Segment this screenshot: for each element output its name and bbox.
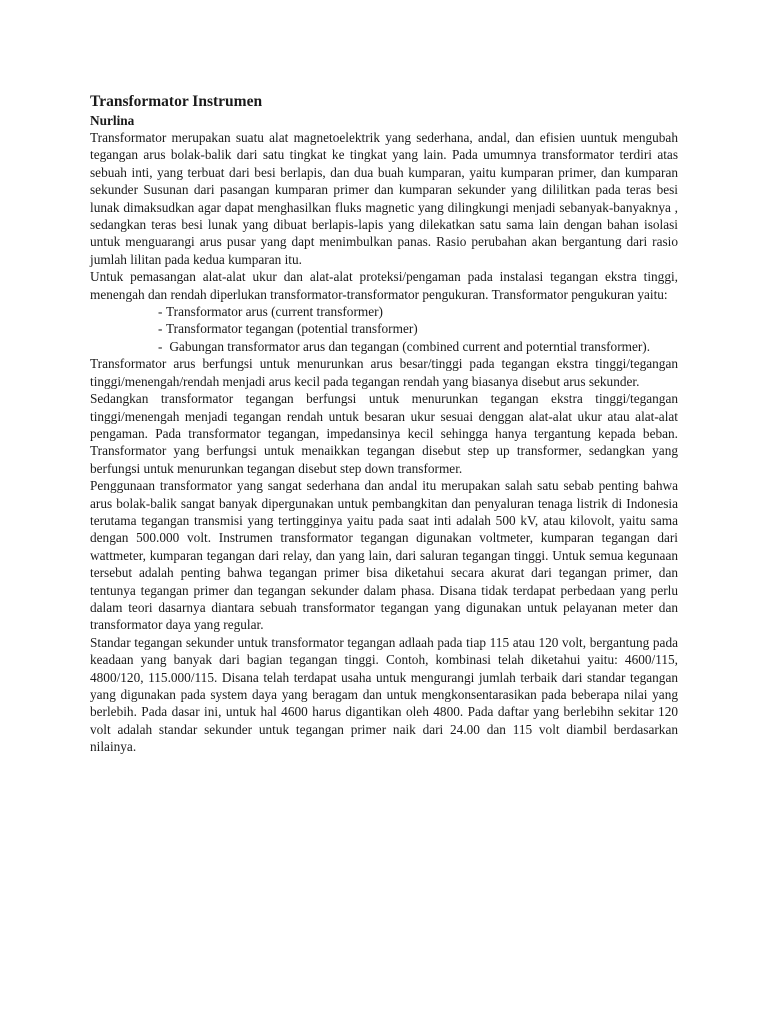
- paragraph-voltage-transformer: Sedangkan transformator tegangan berfungsi untuk menurunkan tegangan ekstra tinggi/tegangan tinggi/menengah menjadi tegangan rendah untuk besaran ukur sesuai denggan alat-alat ukur atau alat-alat pengaman. Pada transformator tegangan, impedansinya kecil sehingga hanya tergantung kepada beban. Transformator yang berfungsi untuk menaikkan tegangan disebut step up transformer, sedangkan yang berfungsi untuk menurunkan tegangan disebut step down transformer.: [90, 391, 678, 476]
- list-dash: -: [158, 304, 163, 320]
- paragraph-standard-voltage: Standar tegangan sekunder untuk transformator tegangan adlaah pada tiap 115 atau 120 volt, bergantung pada keadaan yang banyak dari bagian tegangan tinggi. Contoh, kombinasi telah diketahui yaitu: 4600/115, 4800/120, 115.000/115. Disana telah terdapat usaha untuk mengurangi jumlah terbaik dari standar tegangan yang digunakan pada system daya yang beragam dan untuk mengkonsentarasikan pada beberapa nilai yang berlebih. Pada dasar ini, untuk hal 4600 harus digantikan oleh 4800. Pada daftar yang berlebihn sekitar 120 volt adalah standar sekunder untuk tegangan primer naik dari 24.00 dan 115 volt diambil berdasarkan nilainya.: [90, 634, 678, 755]
- list-item: [158, 303, 678, 320]
- list-item-text: Gabungan transformator arus dan tegangan (combined current and poterntial transformer).: [166, 338, 651, 354]
- document-body: [90, 92, 678, 756]
- paragraph-instrument-types: Untuk pemasangan alat-alat ukur dan alat-alat proteksi/pengaman pada instalasi tegangan ekstra tinggi, menengah dan rendah diperlukan transformator-transformator pengukuran. Transformator pengukuran yaitu:: [90, 269, 678, 302]
- list-dash: -: [158, 321, 163, 337]
- paragraph-current-transformer: Transformator arus berfungsi untuk menurunkan arus besar/tinggi pada tegangan ekstra tinggi/tegangan tinggi/menengah/rendah menjadi arus kecil pada tegangan rendah yang biasanya disebut arus sekunder.: [90, 356, 678, 389]
- list-item-text: Transformator tegangan (potential transformer): [166, 321, 418, 337]
- list-item: [158, 338, 678, 355]
- document-title: Transformator Instrumen: [90, 93, 263, 110]
- paragraph-intro: Transformator merupakan suatu alat magnetoelektrik yang sederhana, andal, dan efisien uuntuk mengubah tegangan arus bolak-balik dari satu tingkat ke tingkat yang lain. Pada umumnya transformator terdiri atas sebuah inti, yang terbuat dari besi berlapis, dan dua buah kumparan, yaitu kumparan primer, dan kumparan sekunder Susunan dari pasangan kumparan primer dan kumparan sekunder yang dililitkan pada teras besi lunak dimaksudkan agar dapat menghasilkan fluks magnetic yang dilingkungi menjadi sebanyak-banyaknya , sedangkan teras besi lunak yang dibuat berlapis-lapis yang dilekatkan satu sama lain dengan bahan isolasi untuk menguarangi arus pusar yang dapt menimbulkan panas. Rasio perubahan akan bergantung dari rasio jumlah lilitan pada kedua kumparan itu.: [90, 130, 678, 267]
- list-item-text: Transformator arus (current transformer): [166, 304, 383, 320]
- list-dash: -: [158, 338, 163, 354]
- paragraph-usage: Penggunaan transformator yang sangat sederhana dan andal itu merupakan salah satu sebab penting bahwa arus bolak-balik sangat banyak dipergunakan untuk pembangkitan dan penyaluran tenaga listrik di Indonesia terutama tegangan transmisi yang tertingginya yaitu pada saat inti adalah 500 kV, atau kilovolt, yaitu sama dengan 500.000 volt. Instrumen transformator tegangan digunakan voltmeter, kumparan tegangan dari wattmeter, kumparan tegangan dari relay, dan yang lain, dari saluran tegangan tinggi. Untuk semua kegunaan tersebut adalah penting bahwa tegangan primer bisa diketahui secara akurat dari tegangan primer, dan tentunya tegangan primer dan tegangan sekunder dalam phasa. Disana tidak terdapat perbedaan yang perlu dalam teori dasarnya diantara sebuah transformator tegangan yang digunakan untuk pelayanan meter dan transformator daya yang regular.: [90, 478, 678, 633]
- list-item: [158, 320, 678, 337]
- transformer-types-list: [90, 303, 678, 355]
- document-author: Nurlina: [90, 113, 135, 128]
